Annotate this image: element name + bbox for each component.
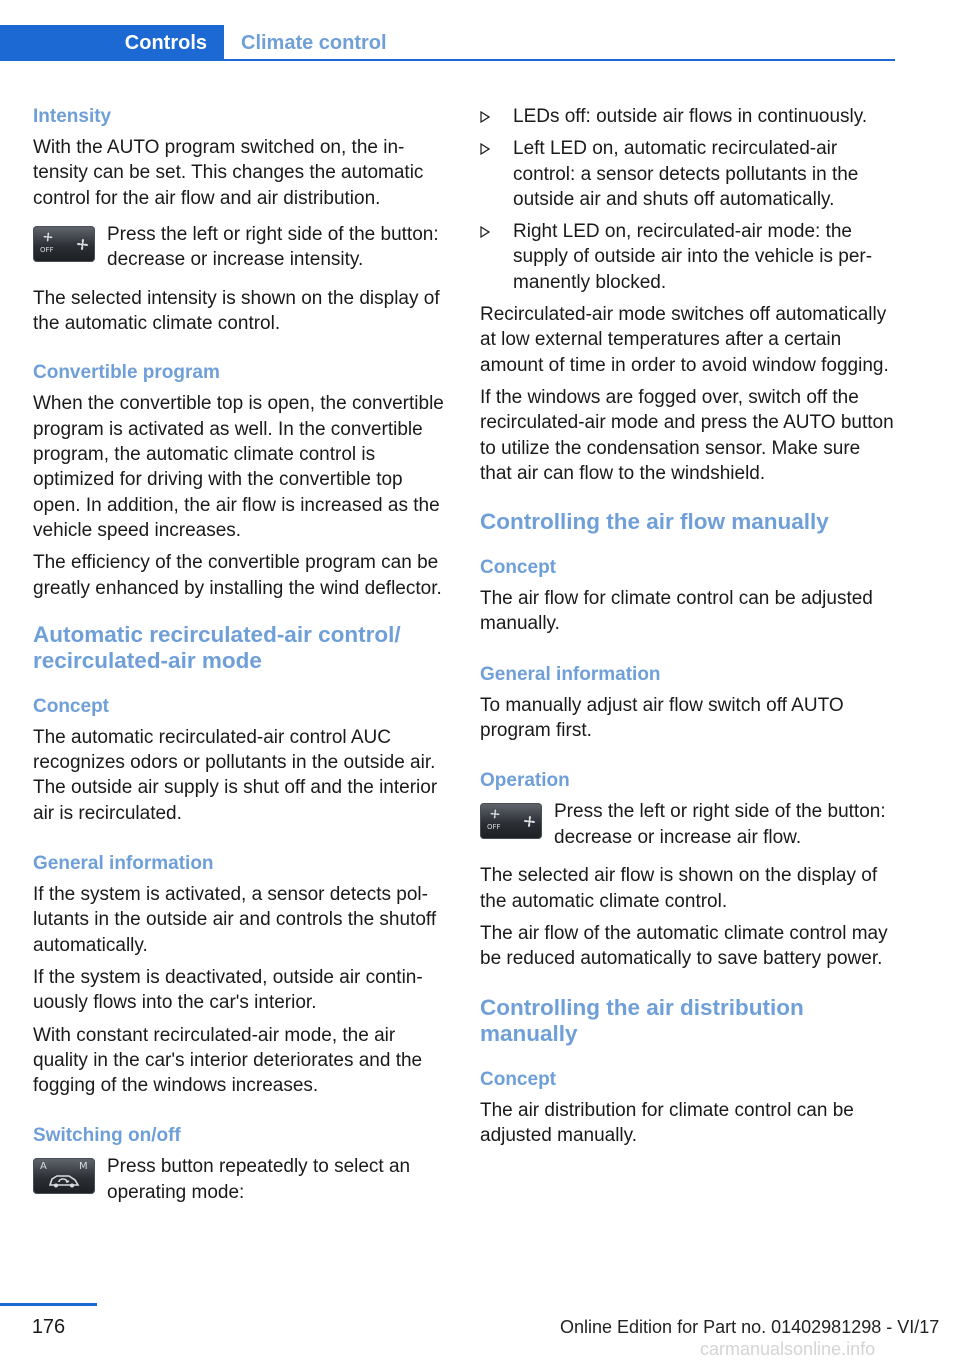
recirc-switch-off-text: Recirculated-air mode switches off automatically at low external temperatures after a certain amount of time in order to avoid window fogging. — [480, 304, 889, 376]
auc-general-text-3: With constant recirculated-air mode, the air quality in the car's interior deteriorates and the fogging of the windows increases. — [33, 1024, 423, 1097]
page-header — [0, 25, 895, 61]
left-column — [33, 104, 448, 1218]
fan-small-icon — [489, 808, 501, 820]
footer-rule — [0, 1303, 97, 1306]
airflow-display-text: The selected air flow is shown on the display of the automatic climate control. — [480, 865, 878, 912]
airflow-instruction-text: Press the left or right side of the button: decrease or increase air flow. — [554, 801, 886, 848]
auc-general-text-2: If the system is deactivated, outside air continuously flows into the car's interior. — [33, 966, 423, 1014]
list-item-text: Left LED on, automatic recirculated-air control: a sensor detects pollutants in the outside air and shuts off automatically. — [513, 138, 859, 210]
heading-convertible: Convertible program — [33, 362, 220, 384]
list-item-text: Right LED on, recirculated-air mode: the supply of outside air into the vehicle is permanently blocked. — [513, 221, 873, 293]
fogged-windows-text: If the windows are fogged over, switch off the recirculated-air mode and press the AUTO button to utilize the condensation sensor. Make sure that air can flow to the windshield. — [480, 386, 894, 484]
right-column — [480, 104, 895, 1155]
triangle-bullet-icon — [480, 143, 490, 155]
convertible-text-1: When the convertible top is open, the convertible program is activated as well. In the convertible program, the automatic climate control is optimized for driving with the convertible top open. In addition, the air flow is increased as the vehicle speed increases. — [33, 393, 444, 541]
fan-button-icon — [480, 803, 542, 839]
car-recirculation-icon — [47, 1169, 81, 1189]
heading-airflow-manual: Controlling the air flow manually — [480, 509, 829, 535]
heading-auc-general: General information — [33, 853, 214, 875]
tab-climate-control[interactable]: Climate control — [241, 32, 387, 54]
off-label: OFF — [40, 245, 54, 254]
tab-controls[interactable]: Controls — [0, 25, 224, 61]
heading-airdist-manual: Controlling the air distribution manually — [480, 994, 804, 1046]
recirc-m-label: M — [79, 1161, 88, 1173]
airflow-instruction — [480, 799, 895, 851]
list-item — [480, 136, 895, 212]
heading-airflow-general: General information — [480, 663, 661, 685]
recirc-a-label: A — [40, 1161, 47, 1173]
off-label: OFF — [487, 823, 501, 832]
intensity-text: With the AUTO program switched on, the intensity can be set. This changes the automatic control for the air flow and air distribution. — [33, 137, 424, 209]
fan-large-icon — [75, 237, 90, 252]
heading-airdist-concept: Concept — [480, 1068, 556, 1090]
list-item — [480, 219, 895, 295]
airflow-battery-text: The air flow of the automatic climate control may be reduced automatically to save battery power. — [480, 922, 888, 970]
heading-intensity: Intensity — [33, 106, 112, 127]
fan-small-icon — [42, 231, 54, 243]
triangle-bullet-icon — [480, 226, 490, 238]
switching-instruction — [33, 1154, 448, 1206]
heading-airflow-concept: Concept — [480, 557, 556, 579]
recirculation-button-icon — [33, 1158, 95, 1194]
heading-auc: Automatic recirculated-air control/ recirculated-air mode — [33, 621, 401, 673]
airflow-general-text: To manually adjust air flow switch off AUTO program first. — [480, 694, 844, 742]
intensity-instruction — [33, 222, 448, 274]
triangle-bullet-icon — [480, 111, 490, 123]
list-item-text: LEDs off: outside air flows in continuously. — [513, 106, 868, 127]
list-item — [480, 104, 895, 129]
page-number: 176 — [31, 1316, 66, 1338]
edition-info: Online Edition for Part no. 01402981298 - VI/17 — [560, 1317, 940, 1337]
auc-concept-text: The automatic recirculated-air control AUC recognizes odors or pollutants in the outside air. The outside air supply is shut off and the interior air is recirculated. — [33, 726, 438, 824]
convertible-text-2: The efficiency of the convertible program can be greatly enhanced by installing the wind deflector. — [33, 552, 442, 599]
heading-auc-concept: Concept — [33, 695, 109, 717]
intensity-display-text: The selected intensity is shown on the display of the automatic climate control. — [33, 287, 440, 335]
heading-airflow-operation: Operation — [480, 770, 570, 792]
watermark: carmanualsonline.info — [700, 1339, 876, 1359]
auc-general-text-1: If the system is activated, a sensor detects pollutants in the outside air and controls the shutoff automatically. — [33, 884, 437, 956]
fan-button-icon — [33, 226, 95, 262]
operating-mode-list — [480, 104, 895, 295]
airflow-concept-text: The air flow for climate control can be adjusted manually. — [480, 588, 873, 635]
heading-switching: Switching on/off — [33, 1125, 181, 1147]
intensity-instruction-text: Press the left or right side of the button: decrease or increase intensity. — [107, 223, 439, 271]
airdist-concept-text: The air distribution for climate control can be adjusted manually. — [480, 1099, 854, 1146]
fan-large-icon — [522, 814, 537, 829]
switching-instruction-text: Press button repeatedly to select an operating mode: — [107, 1156, 411, 1203]
